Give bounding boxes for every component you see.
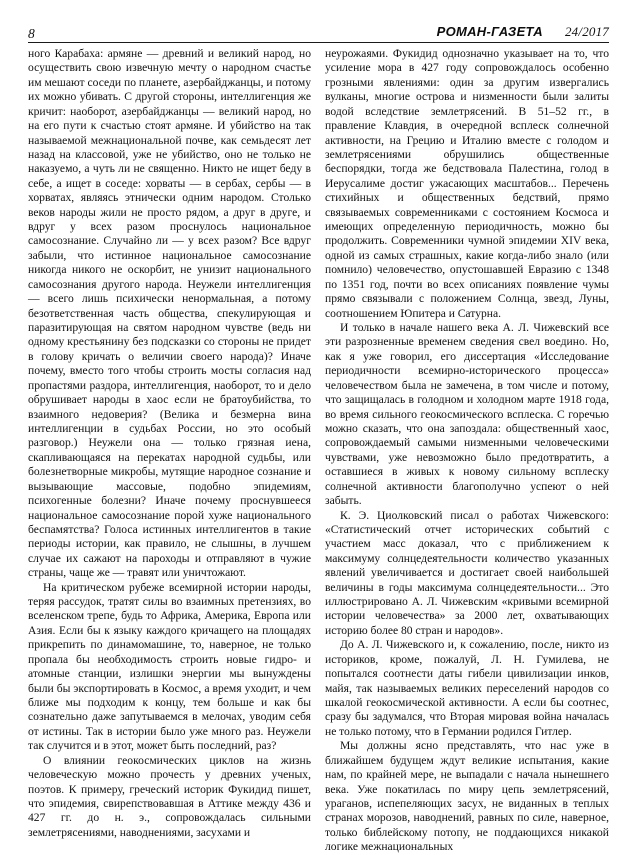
paragraph: Мы должны ясно представлять, что нас уже в ближайшем будущем ждут великие испытания, какие нам, по крайней мере, не выпадали с начала нынешнего века. Уже покатилась по миру цепь землетрясений, ураганов, испепеляющих засух, не виданных в теплых странах морозов, наводнений, равных по силе, наверное, только библейскому потопу, не поддающихся никакой логике межнациональных [325, 739, 609, 854]
paragraph: До А. Л. Чижевского и, к сожалению, после, никто из историков, кроме, пожалуй, Л. Н. Гумилева, не попытался соотнести даты гибели цивилизации инков, майя, так называемых великих переселений народов со шкалой геокосмической активности. А если бы соотнес, сразу бы задумался, что Вторая мировая война началась не только потому, что в Германии родился Гитлер. [325, 638, 609, 738]
paragraph: К. Э. Циолковский писал о работах Чижевского: «Статистический отчет исторических событий с участием масс доказал, что с приближением к максимуму солнцедеятельности количество указанных явлений увеличивается и достигает своей наибольшей величины в годы максимума солнцедеятельности... Это иллюстрировано А. Л. Чижевским «кривыми всемирной истории человечества» за 2000 лет, охватывающих историю более 80 стран и народов». [325, 508, 609, 637]
column-left [28, 47, 311, 840]
paragraph: О влиянии геокосмических циклов на жизнь человеческую можно прочесть у древних ученых, поэтов. К примеру, греческий историк Фукидид пишет, что эпидемия, свирепствовавшая в Аттике между 436 и 427 гг. до н. э., сопровождалась сильными землетрясениями, наводнениями, засухами и [28, 753, 311, 839]
paragraph: На критическом рубеже всемирной истории народы, теряя рассудок, тратят силы во взаимных претензиях, во вселенском трепе, будь то Африка, Америка, Европа или Азия. Если бы к языку каждого кричащего на площадях прикрепить по динамомашине, то, наверное, не только пропала бы необходимость строить новые гидро- и атомные станции, излишки энергии мы вынуждены были бы экспортировать в Космос, а время уходит, и чем ближе мы подходим к концу, тем больше и как бы сознательно даже запутываемся в мелочах, уводим себя от истины. Так в истории было уже много раз. Неужели так случится и в этот, может быть последний, раз? [28, 580, 311, 753]
paragraph: неурожаями. Фукидид однозначно указывает на то, что усиление мора в 427 году сопровождалось особенно грозными явлениями: один за другим извергались вулканы, многие острова и низменности были залиты водой вследствие землетрясений. В 51–52 гг., в правление Клавдия, в очередной всплеск солнечной активности, на Грецию и Италию вместе с голодом и землетрясениями обрушились общественные беспорядки, тогда же бедствовала Палестина, голод в Иерусалиме достиг ужасающих масштабов... Перечень стихийных и общественных бедствий, прямо связываемых современниками с состоянием Космоса и имеющих определенную периодичность, можно бы продолжить. Современники чумной эпидемии XIV века, одной из самых страшных, какие когда-либо знало (или помнило) человечество, опустошавшей Евразию с 1348 по 1351 год, почти во всех описаниях появление чумы прямо связывали с положением Солнца, звезд, Луны, соотношением Юпитера и Сатурна. [325, 47, 609, 320]
paragraph: ного Карабаха: армяне — древний и великий народ, но осуществить свою извечную мечту о народном счастье им мешают соседи по планете, азербайджанцы, и потому их можно убивать. С другой стороны, интеллигенция же кричит: наоборот, азербайджанцы — великий народ, но на его пути к счастью стоят армяне. И убийство на так называемой межнациональной почве, как семьдесят лет назад на классовой, уже не убийство, оно не только не наказуемо, а чуть ли не священно. Никто не ищет беду в себе, а ищет в соседе: хорваты — в сербах, сербы — в хорватах, являясь этнически одним народом. Столько веков народы жили не просто рядом, а друг в друге, и вдруг у всех разом проснулось национальное самосознание. Случайно ли — у всех разом? Все вдруг забыли, что истинное национальное самосознание никогда никого не оскорбит, не унизит национального самосознания другого народа. Неужели интеллигенция — всего лишь психически ненормальная, а потому безответственная часть общества, спекулирующая и паразитирующая на святом народном чувстве (ведь ни одному крестьянину без подсказки со стороны не придет в голову кричать о величии своего народа)? Иначе почему, вместо того чтобы строить мосты согласия над пропастями раздора, интеллигенция, наоборот, то и дело обрушивает народы в хаос если не братоубийства, то взаимного недоверия? (Велика и безмерна вина интеллигенции в судьбах России, но это особый разговор.) Неужели она — только грязная иена, скапливающаяся на перекатах народной судьбы, или болезнетворные микробы, мутящие народное сознание и вызывающие массовые, подобно эпидемиям, психогенные болезни? Иначе почему проснувшееся национальное самосознание порой хуже национального беспамятства? Голоса истинных интеллигентов в такие периоды истории, как правило, не слышны, в лучшем случае их сажают на пароходы и отправляют в чужие страны, чаще же — травят или уничтожают. [28, 47, 311, 580]
page-number: 8 [28, 25, 35, 41]
publication-title: РОМАН-ГАЗЕТА [436, 24, 543, 39]
body-columns [28, 47, 609, 854]
column-right [325, 47, 609, 855]
paragraph: И только в начале нашего века А. Л. Чижевский все эти разрозненные временем сведения свел воедино. Но, как я уже говорил, его диссертация «Исследование периодичности всемирно-исторического процесса» человечеством была не замечена, в том числе и потому, что защищалась в голодном и холодном марте 1918 года, во время сильного геокосмического всплеска. С горечью можно сказать, что она запоздала: общественный хаос, сопровождаемый самыми низменными человеческими чувствами, уже невозможно было предотвратить, а оставшиеся в живых к новому сильному всплеску солнечной активности благополучно успеют о ней забыть. [325, 321, 609, 508]
running-head-right [437, 24, 609, 40]
issue-number: 24/2017 [564, 24, 609, 39]
running-head [28, 18, 609, 43]
